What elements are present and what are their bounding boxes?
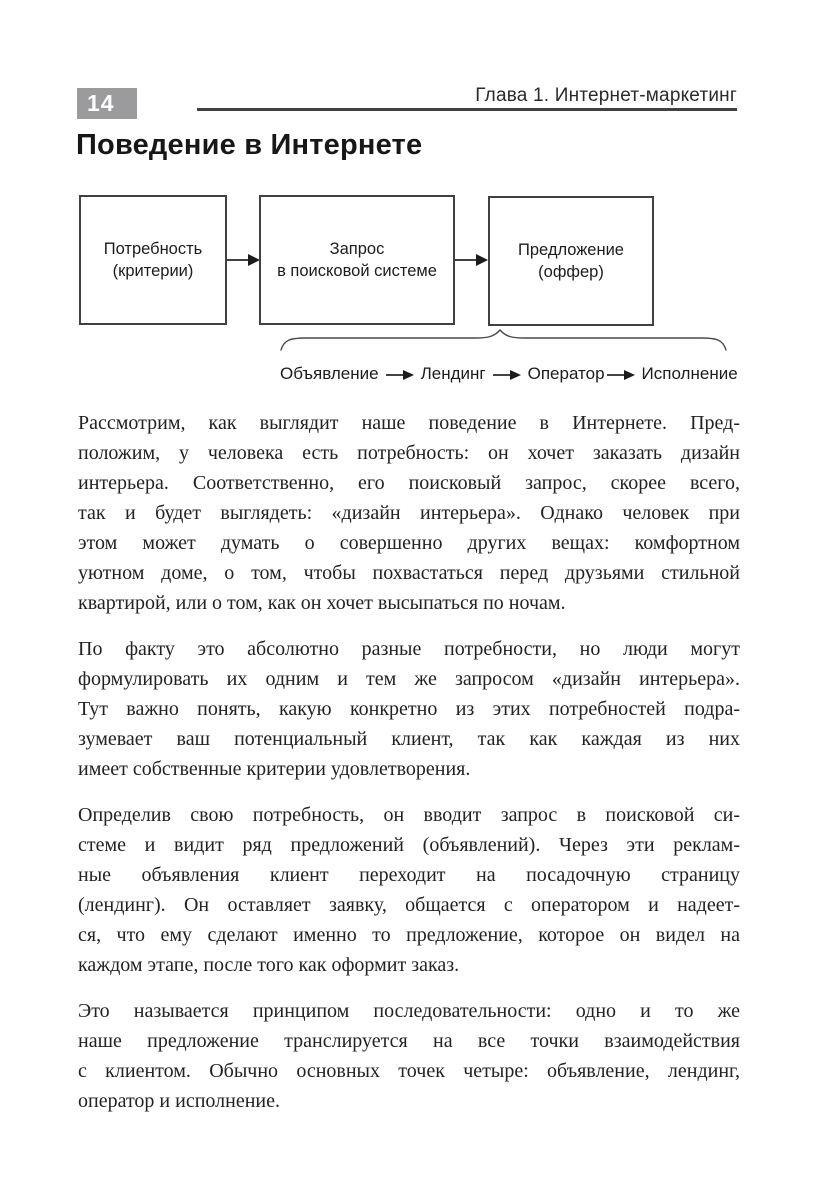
- chapter-header: Глава 1. Интернет-маркетинг: [475, 85, 737, 106]
- diagram-box-label: в поисковой системе: [277, 262, 437, 280]
- flow-item: Оператор: [527, 364, 605, 383]
- diagram-box-label: Потребность: [103, 240, 203, 258]
- body-text: [78, 408, 740, 1132]
- diagram-box-label: Предложение: [517, 241, 624, 259]
- text-line: так и будет выглядеть: «дизайн интерьера». Однако человек при: [78, 502, 740, 524]
- paragraph: [78, 634, 740, 784]
- text-line: оператор и исполнение.: [78, 1090, 280, 1112]
- text-line: каждом этапе, после того как оформит заказ.: [78, 954, 460, 976]
- diagram-box-query: [259, 195, 455, 325]
- page-title: Поведение в Интернете: [76, 129, 423, 161]
- text-line: интерьера. Соответственно, его поисковый запрос, скорее всего,: [78, 472, 740, 494]
- diagram-box-label: Запрос: [329, 240, 385, 258]
- paragraph: [78, 800, 740, 980]
- right-arrow-icon: [226, 253, 260, 267]
- page-number-badge: 14: [77, 88, 137, 119]
- text-line: этом может думать о совершенно других вещах: комфортном: [78, 532, 740, 554]
- text-line: стеме и видит ряд предложений (объявлений). Через эти реклам-: [78, 834, 740, 856]
- paragraph: [78, 996, 740, 1116]
- diagram-box-label: (критерии): [112, 262, 194, 280]
- text-line: уютном доме, о том, чтобы похвастаться перед друзьями стильной: [78, 562, 740, 584]
- diagram-box-need: [79, 195, 227, 325]
- flow-item: Исполнение: [641, 364, 738, 383]
- text-line: квартирой, или о том, как он хочет высыпаться по ночам.: [78, 592, 566, 614]
- text-line: (лендинг). Он оставляет заявку, общается с оператором и надеет-: [78, 894, 740, 916]
- flow-item: Объявление: [280, 364, 379, 383]
- header-rule: [197, 108, 737, 111]
- text-line: ные объявления клиент переходит на посадочную страницу: [78, 864, 740, 886]
- right-arrow-icon: [493, 369, 521, 381]
- text-line: По факту это абсолютно разные потребности, но люди могут: [78, 638, 740, 660]
- text-line: Тут важно понять, какую конкретно из этих потребностей подра-: [78, 698, 740, 720]
- text-line: Определив свою потребность, он вводит запрос в поисковой си-: [78, 804, 740, 826]
- diagram-box-offer: [488, 196, 654, 326]
- text-line: формулировать их одним и тем же запросом «дизайн интерьера».: [78, 668, 740, 690]
- text-line: ся, что ему сделают именно то предложение, которое он видел на: [78, 924, 740, 946]
- text-line: Рассмотрим, как выглядит наше поведение в Интернете. Пред-: [78, 412, 740, 434]
- right-arrow-icon: [607, 369, 635, 381]
- text-line: Это называется принципом последовательности: одно и то же: [78, 1000, 740, 1022]
- paragraph: [78, 408, 740, 618]
- right-arrow-icon: [386, 369, 414, 381]
- text-line: с клиентом. Обычно основных точек четыре: объявление, лендинг,: [78, 1060, 740, 1082]
- text-line: положим, у человека есть потребность: он хочет заказать дизайн: [78, 442, 740, 464]
- text-line: наше предложение транслируется на все точки взаимодействия: [78, 1030, 740, 1052]
- flow-sequence: [280, 364, 738, 384]
- curly-brace-icon: [280, 329, 727, 352]
- right-arrow-icon: [454, 253, 488, 267]
- flow-item: Лендинг: [420, 364, 486, 383]
- text-line: имеет собственные критерии удовлетворения.: [78, 758, 471, 780]
- text-line: зумевает ваш потенциальный клиент, так как каждая из них: [78, 728, 740, 750]
- diagram-box-label: (оффер): [538, 263, 604, 281]
